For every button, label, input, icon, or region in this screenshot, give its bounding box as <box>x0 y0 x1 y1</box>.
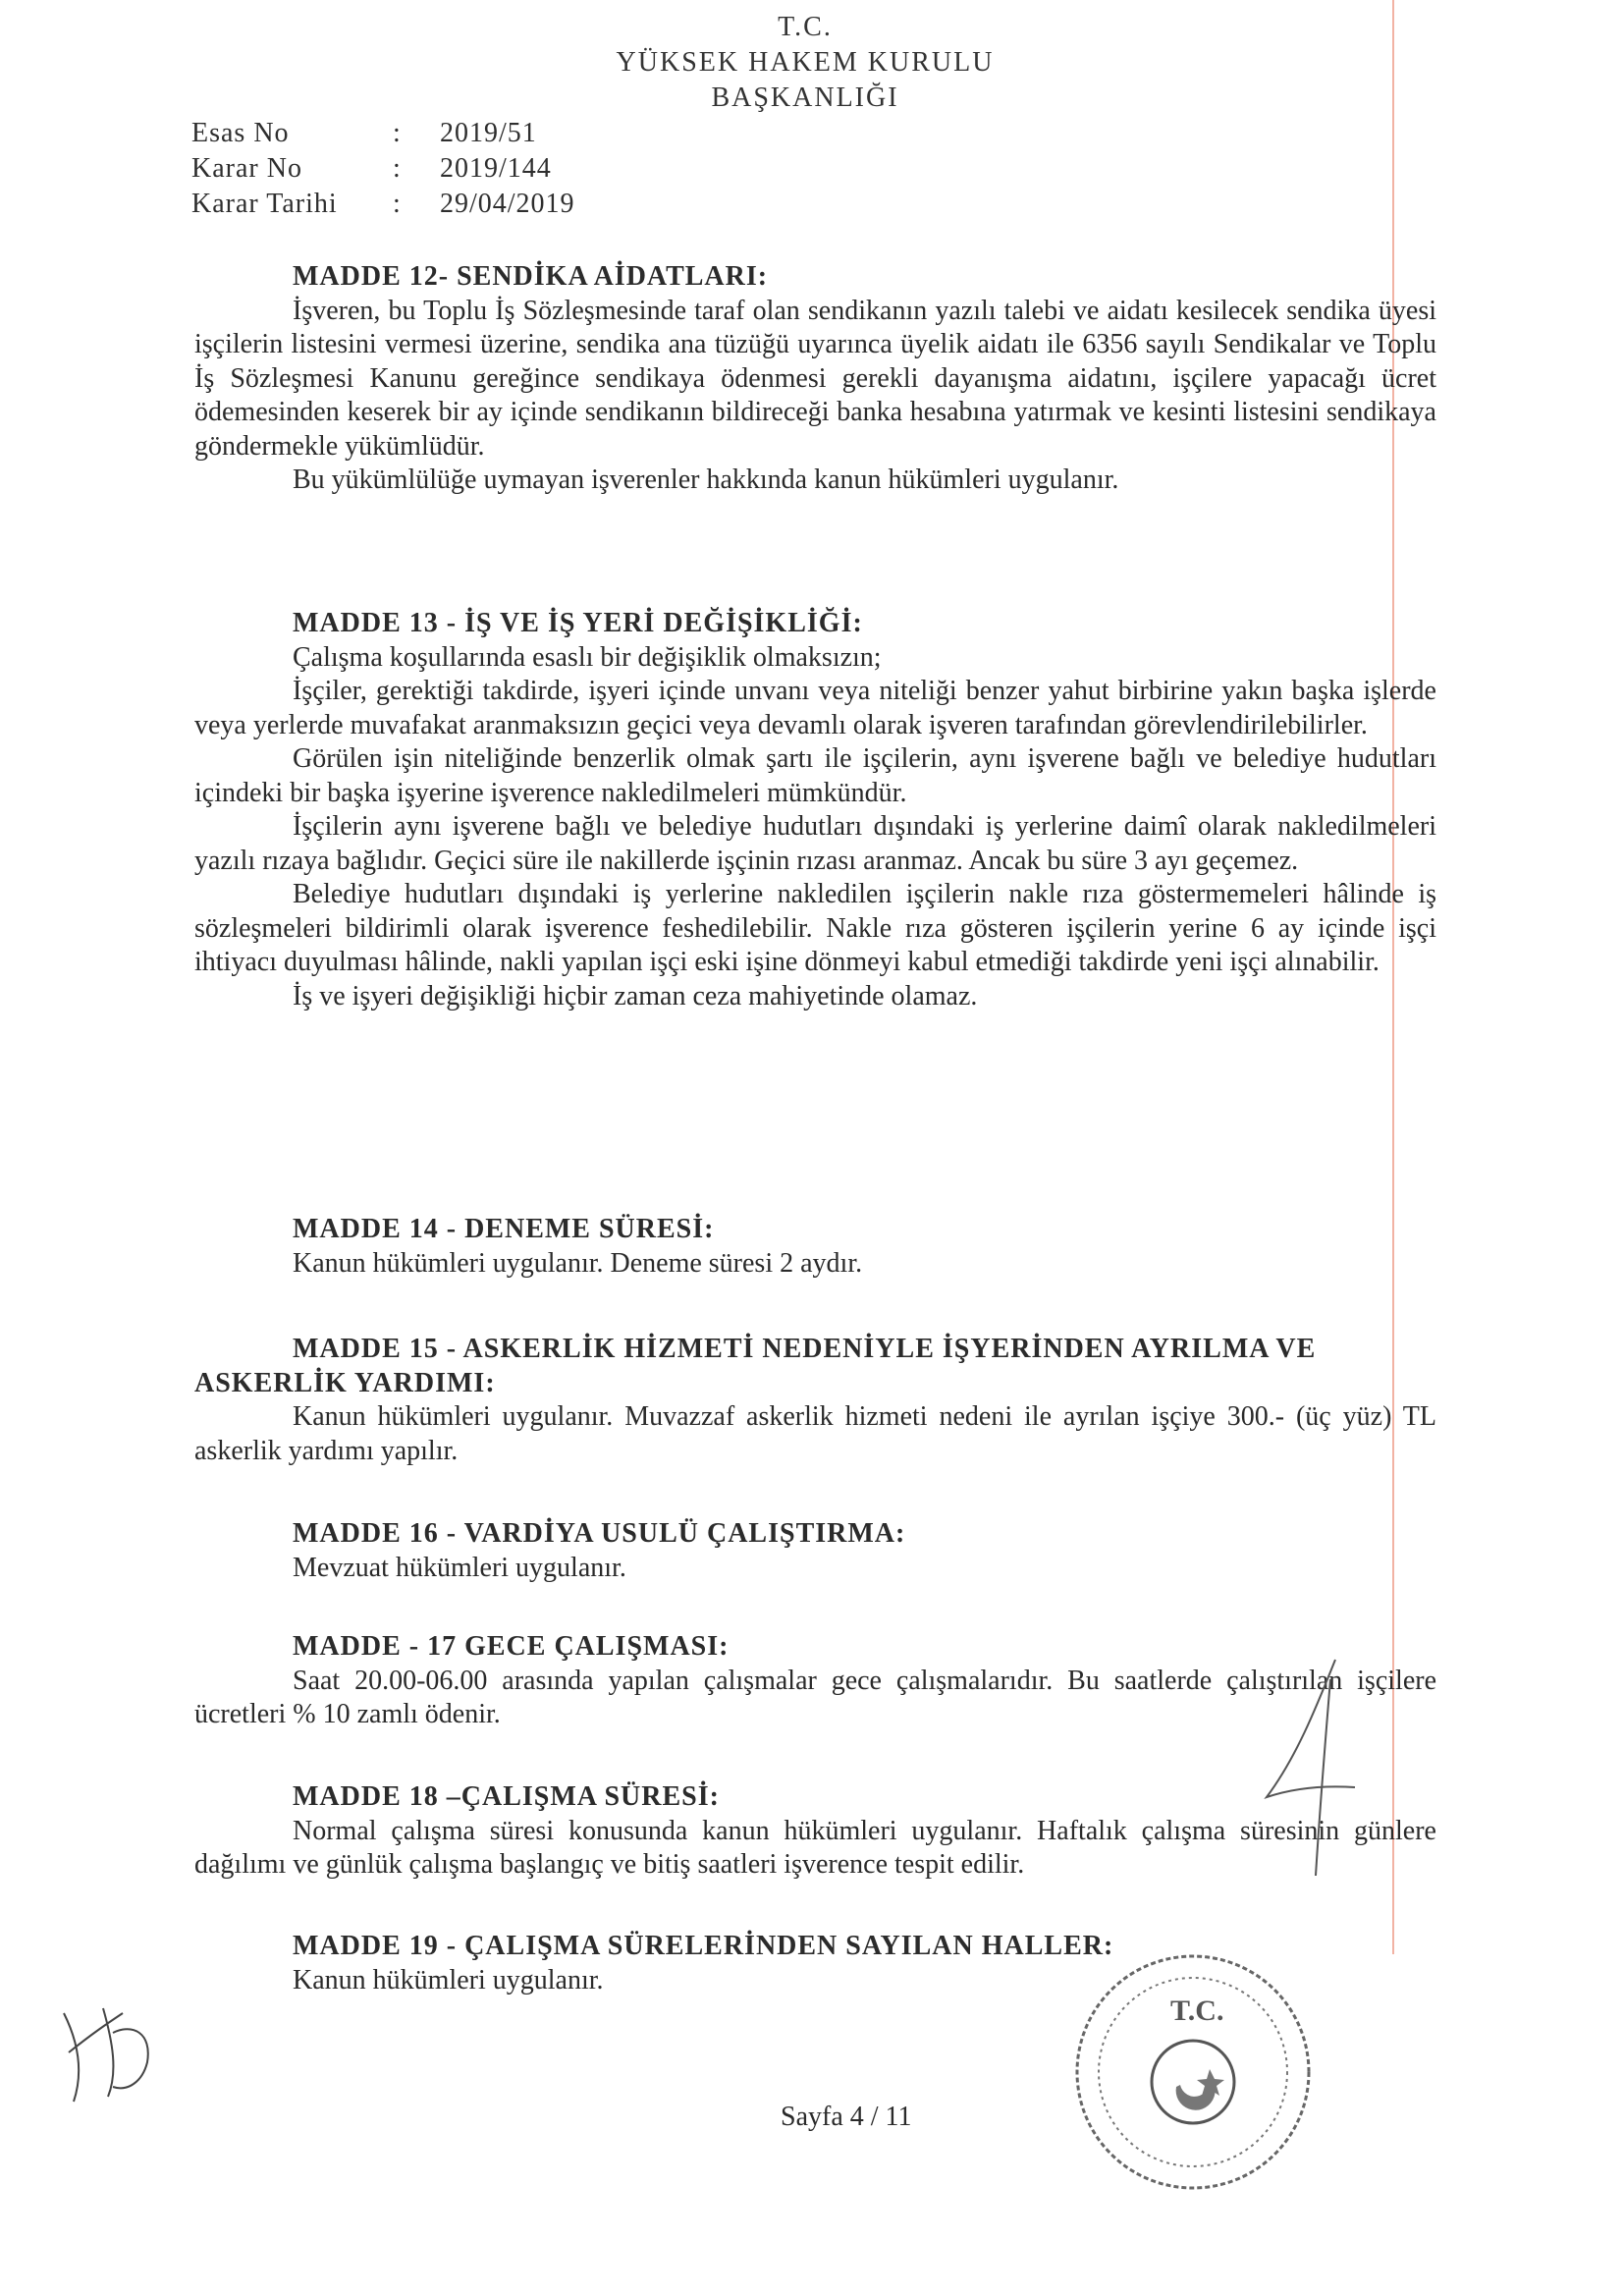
article-title: MADDE 13 - İŞ VE İŞ YERİ DEĞİŞİKLİĞİ: <box>293 608 863 638</box>
signature-icon <box>1227 1650 1375 1895</box>
article-paragraph: Görülen işin niteliğinde benzerlik olmak şartı ile işçilerin, aynı işverene bağlı ve belediye hudutları içindeki bir başka işyerine işverence nakledilmeleri mümkündür. <box>194 743 1436 808</box>
meta-value: 29/04/2019 <box>440 189 575 219</box>
article-paragraph: Saat 20.00-06.00 arasında yapılan çalışmalar gece çalışmalarıdır. Bu saatlerde çalıştırılan işçilere ücretleri % 10 zamlı ödenir. <box>194 1665 1436 1729</box>
article-paragraph: Kanun hükümleri uygulanır. Muvazzaf askerlik hizmeti nedeni ile ayrılan işçiye 300.- (üç yüz) TL askerlik yardımı yapılır. <box>194 1401 1436 1466</box>
header-tc: T.C. <box>778 12 833 42</box>
meta-row-esas <box>191 118 537 149</box>
article-title: MADDE 14 - DENEME SÜRESİ: <box>293 1214 715 1244</box>
meta-colon: : <box>393 118 402 148</box>
article-title: MADDE 16 - VARDİYA USULÜ ÇALIŞTIRMA: <box>293 1518 906 1549</box>
meta-row-karar-tarihi <box>191 189 575 220</box>
article-title: MADDE - 17 GECE ÇALIŞMASI: <box>293 1631 730 1662</box>
article-paragraph: Kanun hükümleri uygulanır. Deneme süresi 2 aydır. <box>293 1247 863 1279</box>
article-title: MADDE 19 - ÇALIŞMA SÜRELERİNDEN SAYILAN HALLER: <box>293 1931 1114 1961</box>
meta-key: Karar Tarihi <box>191 189 338 219</box>
article-paragraph: İşçiler, gerektiği takdirde, işyeri içinde unvanı veya niteliği benzer yahut birbirine yakın başka işlerde veya yerlerde muvafakat aranmaksızın geçici veya devamlı olarak işveren tarafından görevlendirilebilirler. <box>194 676 1436 740</box>
meta-colon: : <box>393 153 402 184</box>
article-14 <box>194 1213 1436 1281</box>
meta-row-karar-no <box>191 153 552 185</box>
article-13 <box>194 607 1436 1013</box>
article-paragraph: Çalışma koşullarında esaslı bir değişiklik olmaksızın; <box>293 641 882 673</box>
official-seal-icon <box>1060 1940 1325 2205</box>
article-paragraph: Bu yükümlülüğe uymayan işverenler hakkında kanun hükümleri uygulanır. <box>293 465 1119 495</box>
article-paragraph: Normal çalışma süresi konusunda kanun hükümleri uygulanır. Haftalık çalışma süresinin günlere dağılımı ve günlük çalışma başlangıç ve bitiş saatleri işverence tespit edilir. <box>194 1815 1436 1880</box>
article-paragraph: Belediye hudutları dışındaki iş yerlerine nakledilen işçilerin nakle rıza göstermemeleri hâlinde iş sözleşmeleri bildirimli olarak işverence feshedilebilir. Nakle rıza gösteren işçilerin yerine 6 ay içinde işçi ihtiyacı duyulması hâlinde, nakli yapılan işçi eski işine dönmeyi kabul etmediği takdirde yeni işçi alınabilir. <box>194 879 1436 977</box>
header-office: BAŞKANLIĞI <box>711 82 899 113</box>
article-paragraph: İş ve işyeri değişikliği hiçbir zaman ceza mahiyetinde olamaz. <box>293 980 978 1011</box>
header-institution: YÜKSEK HAKEM KURULU <box>616 47 995 78</box>
article-15 <box>194 1333 1436 1468</box>
meta-key: Karar No <box>191 153 302 184</box>
article-16 <box>194 1517 1436 1585</box>
page-number: Sayfa 4 / 11 <box>781 2102 912 2132</box>
meta-key: Esas No <box>191 118 290 148</box>
article-paragraph: Kanun hükümleri uygulanır. <box>293 1964 604 1995</box>
meta-value: 2019/51 <box>440 118 537 148</box>
article-paragraph: İşveren, bu Toplu İş Sözleşmesinde taraf olan sendikanın yazılı talebi ve aidatı kesilecek sendika üyesi işçilerin listesini vermesi üzerine, sendika ana tüzüğü uyarınca üyelik aidatı ile 6356 sayılı Sendikalar ve Toplu İş Sözleşmesi Kanunu gereğince sendikaya ödenmesi gerekli dayanışma aidatını, işçilere yapacağı ücret ödemesinden keserek bir ay içinde sendikanın bildireceği banka hesabına yatırmak ve kesinti listesini sendikaya göndermekle yükümlüdür. <box>194 295 1436 462</box>
article-paragraph: Mevzuat hükümleri uygulanır. <box>293 1552 626 1583</box>
article-title: MADDE 15 - ASKERLİK HİZMETİ NEDENİYLE İŞYERİNDEN AYRILMA VE ASKERLİK YARDIMI: <box>194 1334 1317 1398</box>
meta-colon: : <box>393 189 402 219</box>
meta-value: 2019/144 <box>440 153 552 184</box>
seal-text: T.C. <box>1170 1995 1224 2027</box>
initials-icon <box>54 1994 162 2111</box>
article-paragraph: İşçilerin aynı işverene bağlı ve belediye hudutları dışındaki iş yerlerine daimî olarak nakledilmeleri yazılı rızaya bağlıdır. Geçici süre ile nakillerde işçinin rızası aranmaz. Ancak bu süre 3 ayı geçemez. <box>194 811 1436 876</box>
article-title: MADDE 12- SENDİKA AİDATLARI: <box>293 261 769 292</box>
article-12 <box>194 260 1436 498</box>
article-title: MADDE 18 –ÇALIŞMA SÜRESİ: <box>293 1781 720 1812</box>
